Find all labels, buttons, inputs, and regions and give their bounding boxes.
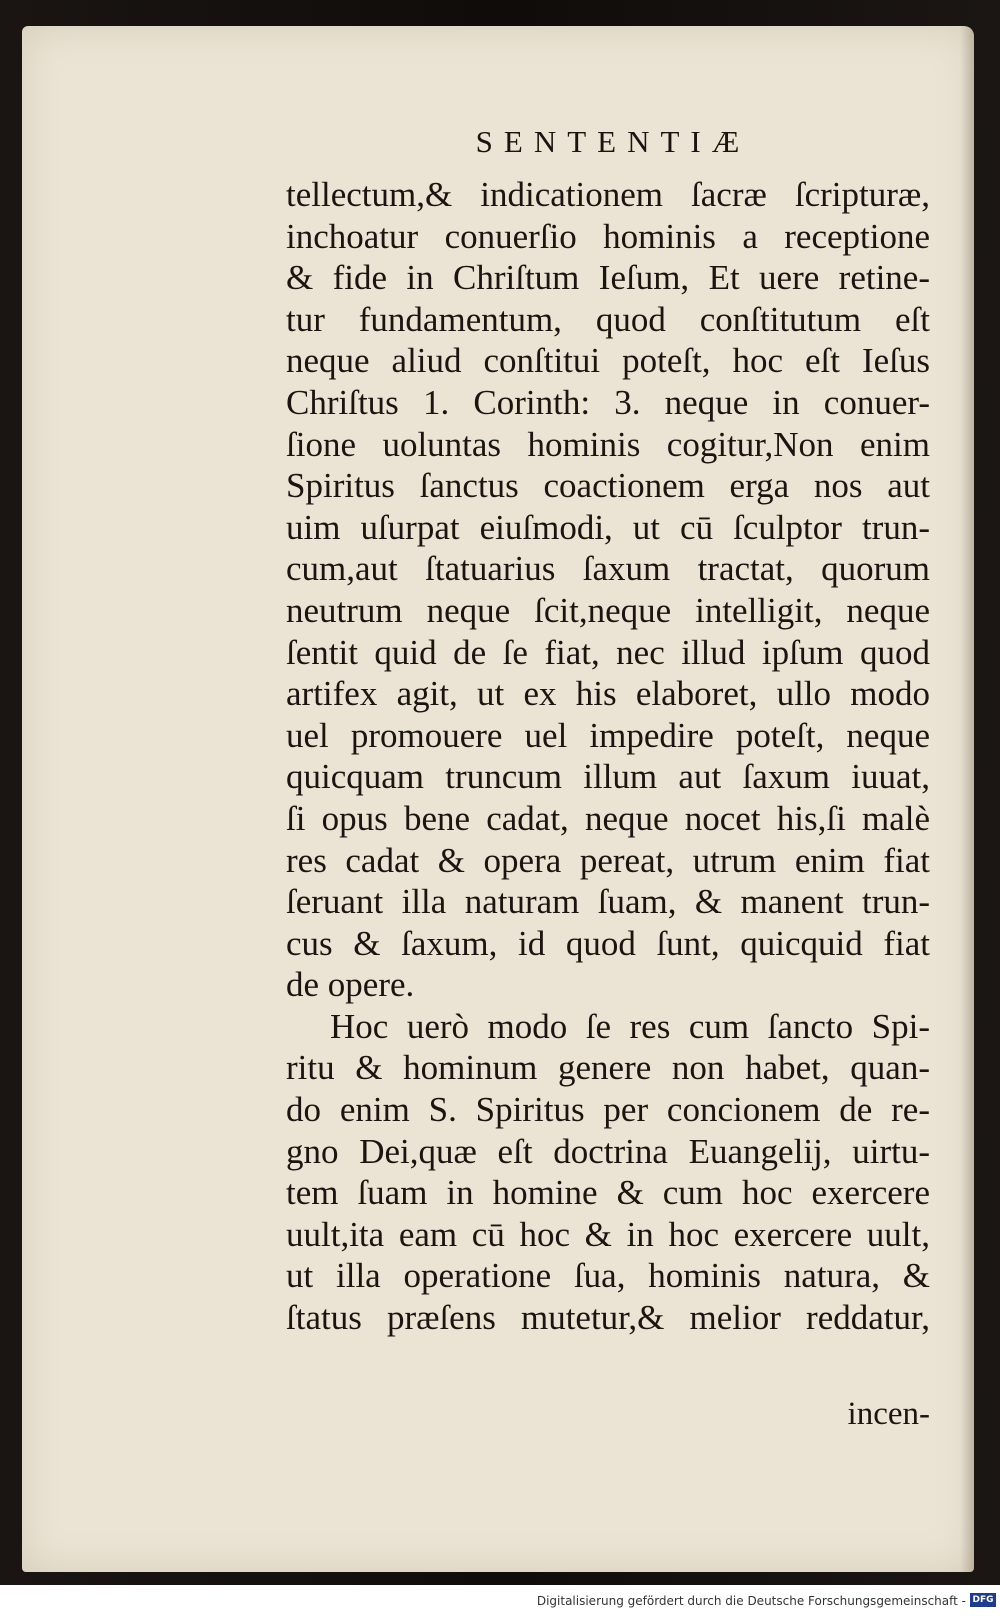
- text-line: do enim S. Spiritus per concionem de re-: [286, 1090, 930, 1130]
- digitization-footer: [0, 1585, 1000, 1620]
- text-line: de opere.: [286, 965, 415, 1005]
- text-line: uel promouere uel impedire poteſt, neque: [286, 715, 930, 755]
- catchword: incen-: [847, 1396, 930, 1432]
- text-line: quicquam truncum illum aut ſaxum iuuat,: [286, 757, 930, 797]
- page-edge-shadow: [960, 26, 974, 1572]
- dfg-logo-icon: DFG: [970, 1593, 996, 1607]
- text-line: artifex agit, ut ex his elaboret, ullo modo: [286, 674, 930, 714]
- running-head: SENTENTIÆ: [475, 124, 751, 159]
- text-line: Chriſtus 1. Corinth: 3. neque in conuer-: [286, 382, 930, 422]
- text-line: ut illa operatione ſua, hominis natura, &: [286, 1256, 930, 1296]
- text-line: ſtatus præſens mutetur,& melior reddatur,: [286, 1298, 930, 1338]
- body-text: [286, 174, 930, 1339]
- text-line: & fide in Chriſtum Ieſum, Et uere retine-: [286, 258, 930, 298]
- funding-note: Digitalisierung gefördert durch die Deutsche Forschungsgemeinschaft -: [536, 1594, 966, 1608]
- text-line: uim uſurpat eiuſmodi, ut cū ſculptor trun-: [286, 507, 930, 547]
- text-line: cum,aut ſtatuarius ſaxum tractat, quorum: [286, 549, 930, 589]
- text-line: res cadat & opera pereat, utrum enim fiat: [286, 840, 930, 880]
- text-line: neutrum neque ſcit,neque intelligit, neque: [286, 590, 930, 630]
- text-line: gno Dei,quæ eſt doctrina Euangelij, uirtu-: [286, 1131, 930, 1171]
- text-line: tur fundamentum, quod conſtitutum eſt: [286, 299, 930, 339]
- text-line: inchoatur conuerſio hominis a receptione: [286, 216, 930, 256]
- text-line: tem ſuam in homine & cum hoc exercere: [286, 1173, 930, 1213]
- text-line: ſentit quid de ſe fiat, nec illud ipſum quod: [286, 632, 930, 672]
- book-page: [22, 26, 974, 1572]
- text-line: cus & ſaxum, id quod ſunt, quicquid fiat: [286, 923, 930, 963]
- text-line: ſione uoluntas hominis cogitur,Non enim: [286, 424, 930, 464]
- text-line: ſeruant illa naturam ſuam, & manent trun-: [286, 882, 930, 922]
- text-line: Spiritus ſanctus coactionem erga nos aut: [286, 466, 930, 506]
- text-line: ſi opus bene cadat, neque nocet his,ſi malè: [286, 798, 930, 838]
- text-line: ritu & hominum genere non habet, quan-: [286, 1048, 930, 1088]
- paragraph-start-line: Hoc uerò modo ſe res cum ſancto Spi-: [330, 1006, 930, 1046]
- text-line: uult,ita eam cū hoc & in hoc exercere uult,: [286, 1214, 930, 1254]
- text-line: tellectum,& indicationem ſacræ ſcripturæ,: [286, 175, 930, 214]
- text-line: neque aliud conſtitui poteſt, hoc eſt Ieſus: [286, 341, 930, 381]
